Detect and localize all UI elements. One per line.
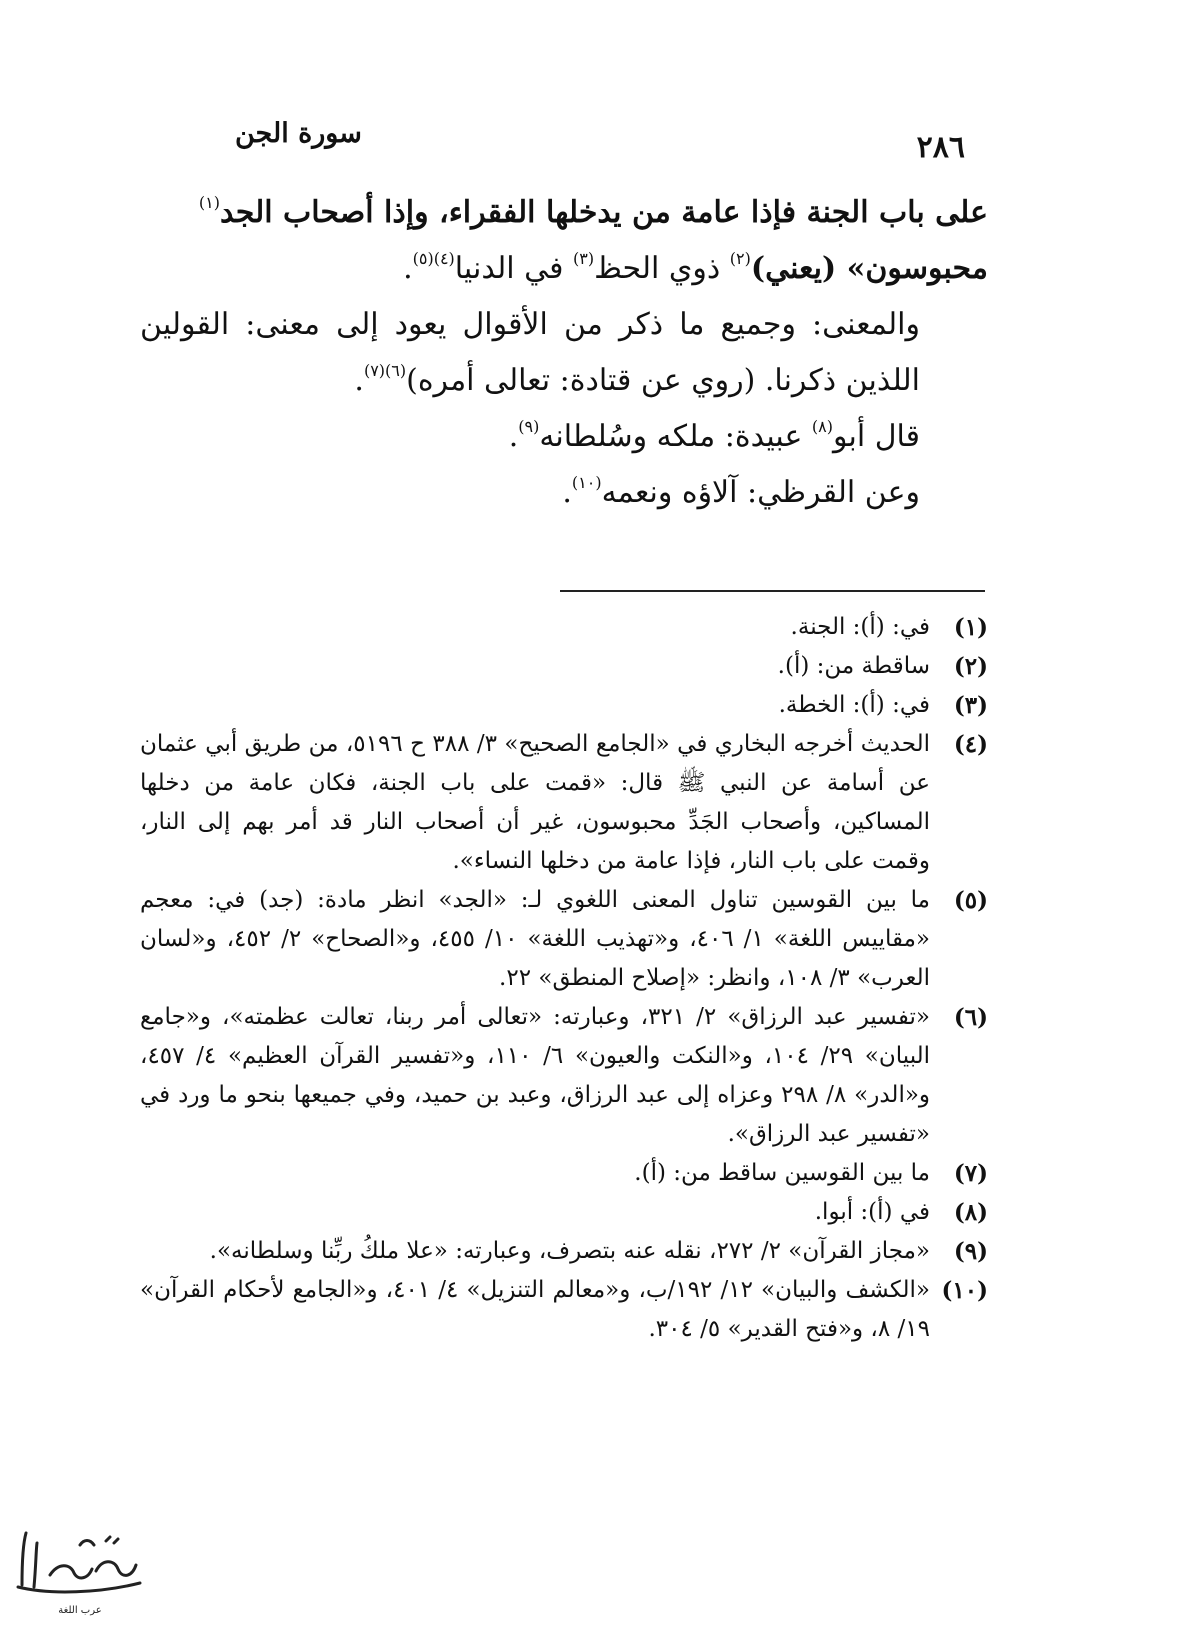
footnote-ref-3: (٣) <box>572 249 595 268</box>
footnote-number: (٦) <box>953 1004 988 1031</box>
page-header <box>235 112 965 165</box>
footnote-text: ساقطة من: (أ). <box>777 653 930 679</box>
logo-subtext: عرب اللغة <box>58 1605 102 1616</box>
paragraph-4-text-b: عبيدة: ملكه وسُلطانه <box>539 419 812 454</box>
paragraph-4-text-c: . <box>508 419 519 454</box>
paragraph-3 <box>140 297 988 409</box>
footnote-item <box>140 1232 988 1271</box>
footnote-ref-4-5: (٤)(٥) <box>412 249 455 268</box>
footnote-text: «الكشف والبيان» ١٢/ ١٩٢/ب، و«معالم التنزيل» ٤/ ٤٠١، و«الجامع لأحكام القرآن» ١٩/ ٨، و«فتح القدير» ٥/ ٣٠٤. <box>140 1277 930 1342</box>
footnote-ref-6-7: (٦)(٧) <box>363 361 407 380</box>
logo-calligraphy <box>18 1533 140 1592</box>
footnotes-section <box>140 608 988 1349</box>
paragraph-2-text-d: . <box>403 251 413 286</box>
footnote-number: (١٠) <box>941 1277 988 1304</box>
footnote-number: (٧) <box>953 1160 988 1187</box>
footnote-text: «تفسير عبد الرزاق» ٢/ ٣٢١، وعبارته: «تعالى أمر ربنا، تعالت عظمته»، و«جامع البيان» ٢٩/ ١٠٤، و«النكت والعيون» ٦/ ١١٠، و«تفسير القرآن العظيم» ٤/ ٤٥٧، و«الدر» ٨/ ٢٩٨ وعزاه إلى عبد الرزاق، وعبد بن حميد، وفي جميعها بنحو ما ورد في «تفسير عبد الرزاق». <box>140 1004 931 1147</box>
paragraph-1 <box>140 185 988 241</box>
paragraph-2-bold: محبوسون» (يعني) <box>750 251 988 286</box>
footnote-ref-9: (٩) <box>518 417 540 436</box>
paragraph-2 <box>140 241 988 297</box>
footnote-text: «مجاز القرآن» ٢/ ٢٧٢، نقله عنه بتصرف، وعبارته: «علا ملكُ ربِّنا وسلطانه». <box>209 1238 930 1264</box>
footnote-ref-8: (٨) <box>811 417 833 436</box>
paragraph-2-text-b: ذوي الحظ <box>594 251 730 286</box>
footnote-divider <box>560 590 985 592</box>
publisher-logo <box>10 1515 150 1625</box>
footnote-number: (٣) <box>953 692 988 719</box>
footnote-text: في: (أ): الجنة. <box>790 614 930 640</box>
footnote-ref-10: (١٠) <box>571 473 602 492</box>
footnote-number: (١) <box>953 614 988 641</box>
footnote-item <box>140 608 988 647</box>
paragraph-4-text-a: قال أبو <box>833 419 920 454</box>
footnote-item <box>140 998 988 1154</box>
footnote-text: الحديث أخرجه البخاري في «الجامع الصحيح» ٣/ ٣٨٨ ح ٥١٩٦، من طريق أبي عثمان عن أسامة عن النبي ﷺ قال: «قمت على باب الجنة، فكان عامة من دخلها المساكين، وأصحاب الجَدِّ محبوسون، غير أن أصحاب النار قد أمر بهم إلى النار، وقمت على باب النار، فإذا عامة من دخلها النساء». <box>140 731 931 874</box>
footnote-item <box>140 881 988 998</box>
footnote-item <box>140 1154 988 1193</box>
paragraph-5-text-b: . <box>562 475 572 510</box>
footnote-item <box>140 1271 988 1349</box>
paragraph-3-text: والمعنى: وجميع ما ذكر من الأقوال يعود إلى معنى: القولين اللذين ذكرنا. (روي عن قتادة: تعالى أمره) <box>140 307 920 398</box>
footnote-item <box>140 725 988 881</box>
paragraph-2-text-c: في الدنيا <box>454 251 573 286</box>
paragraph-1-text: على باب الجنة فإذا عامة من يدخلها الفقراء، وإذا أصحاب الجد <box>220 195 988 230</box>
footnote-number: (٢) <box>953 653 988 680</box>
footnote-item <box>140 1193 988 1232</box>
paragraph-3-end: . <box>354 363 364 398</box>
footnote-number: (٩) <box>953 1238 988 1265</box>
footnote-item <box>140 647 988 686</box>
paragraph-4 <box>140 409 988 465</box>
footnote-text: في (أ): أبوا. <box>814 1199 930 1225</box>
footnote-ref-2: (٢) <box>729 249 751 268</box>
footnote-text: في: (أ): الخطة. <box>778 692 930 718</box>
surah-title: سورة الجن <box>235 118 362 149</box>
footnote-number: (٤) <box>953 731 988 758</box>
paragraph-5-text-a: وعن القرظي: آلاؤه ونعمه <box>601 475 920 510</box>
footnote-ref-1: (١) <box>198 193 221 212</box>
footnote-text: ما بين القوسين تناول المعنى اللغوي لـ: «الجد» انظر مادة: (جد) في: معجم «مقاييس اللغة» ١/ ٤٠٦، و«تهذيب اللغة» ١٠/ ٤٥٥، و«الصحاح» ٢/ ٤٥٢، و«لسان العرب» ٣/ ١٠٨، وانظر: «إصلاح المنطق» ٢٢. <box>140 887 931 991</box>
footnote-item <box>140 686 988 725</box>
footnote-number: (٨) <box>953 1199 988 1226</box>
footnote-number: (٥) <box>953 887 988 914</box>
page-number: ٢٨٦ <box>916 130 965 165</box>
footnote-text: ما بين القوسين ساقط من: (أ). <box>634 1160 930 1186</box>
paragraph-5 <box>140 465 988 521</box>
main-text <box>140 185 988 521</box>
